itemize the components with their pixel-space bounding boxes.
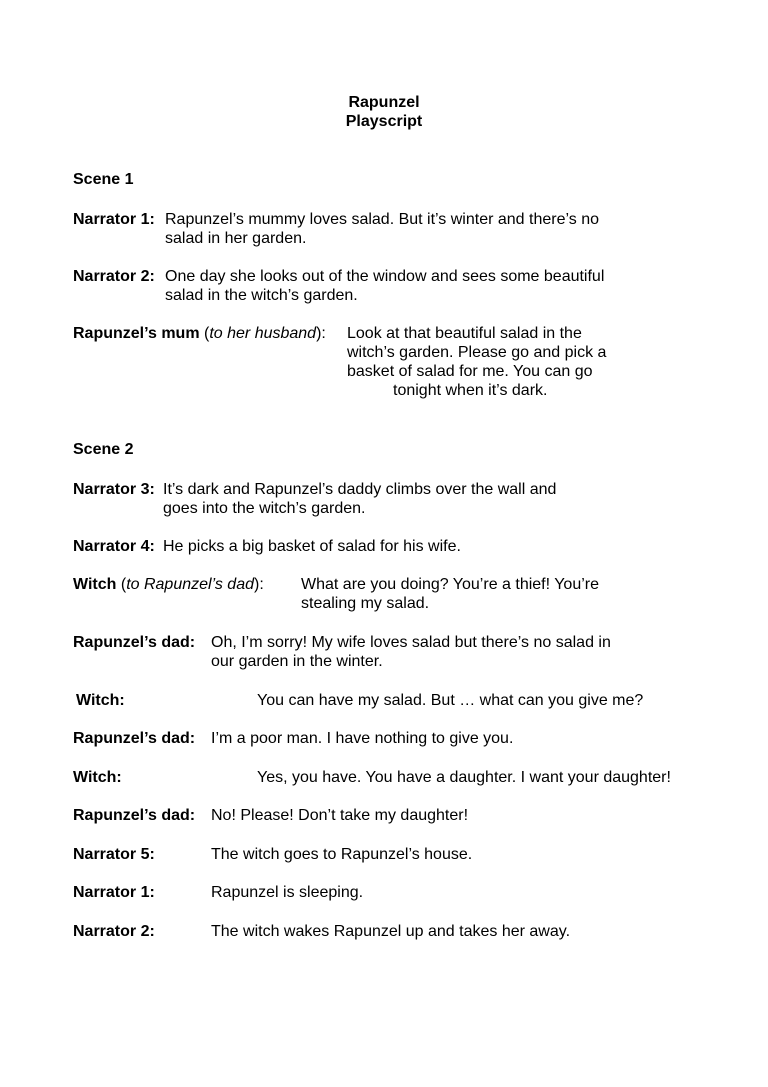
dialogue-text: You can have my salad. But … what can you give me?	[257, 692, 644, 709]
dialogue-text: Rapunzel’s mummy loves salad. But it’s winter and there’s no	[165, 211, 599, 228]
speaker-label: Rapunzel’s dad:	[73, 634, 196, 651]
dialogue-text: No! Please! Don’t take my daughter!	[211, 807, 469, 824]
scene-2-heading: Scene 2	[73, 441, 134, 458]
dialogue-text: What are you doing? You’re a thief! You’re	[301, 576, 599, 593]
dialogue-text: salad in the witch’s garden.	[165, 287, 358, 304]
speaker-label: Witch:	[73, 769, 122, 786]
speaker-label: Rapunzel’s dad:	[73, 730, 196, 747]
speaker-label: Narrator 1:	[73, 211, 155, 228]
speaker-label: Witch	[73, 576, 117, 593]
dialogue-text: basket of salad for me. You can go	[347, 363, 593, 380]
dialogue-text: I’m a poor man. I have nothing to give you.	[211, 730, 514, 747]
dialogue-text: stealing my salad.	[301, 595, 430, 612]
speaker-label: Rapunzel’s dad:	[73, 807, 196, 824]
dialogue-text: The witch goes to Rapunzel’s house.	[211, 846, 473, 863]
dialogue-text: our garden in the winter.	[211, 653, 383, 670]
document-title: Rapunzel	[348, 94, 420, 111]
speaker-label: Rapunzel’s mum	[73, 325, 200, 342]
dialogue-text: Rapunzel is sleeping.	[211, 884, 364, 901]
dialogue-text: One day she looks out of the window and sees some beautiful	[165, 268, 605, 285]
speaker-label: Narrator 2:	[73, 923, 155, 940]
dialogue-text: goes into the witch’s garden.	[163, 500, 366, 517]
speaker-label: Narrator 5:	[73, 846, 155, 863]
speaker-label: Witch:	[76, 692, 125, 709]
dialogue-text: Oh, I’m sorry! My wife loves salad but there’s no salad in	[211, 634, 611, 651]
stage-direction: to Rapunzel’s dad	[126, 576, 254, 593]
dialogue-text: It’s dark and Rapunzel’s daddy climbs over the wall and	[163, 481, 557, 498]
document-subtitle: Playscript	[345, 113, 423, 130]
speaker-with-direction: Witch (to Rapunzel’s dad):	[73, 576, 264, 593]
dialogue-text: The witch wakes Rapunzel up and takes her away.	[211, 923, 571, 940]
scene-1-heading: Scene 1	[73, 171, 134, 188]
dialogue-text: He picks a big basket of salad for his wife.	[163, 538, 461, 555]
speaker-label: Narrator 4:	[73, 538, 155, 555]
speaker-label: Narrator 2:	[73, 268, 155, 285]
speaker-with-direction: Rapunzel’s mum (to her husband):	[73, 325, 326, 342]
dialogue-text: tonight when it’s dark.	[393, 382, 548, 399]
dialogue-text: witch’s garden. Please go and pick a	[347, 344, 607, 361]
dialogue-text: Look at that beautiful salad in the	[347, 325, 582, 342]
dialogue-text: salad in her garden.	[165, 230, 307, 247]
dialogue-text: Yes, you have. You have a daughter. I want your daughter!	[257, 769, 671, 786]
stage-direction: to her husband	[209, 325, 317, 342]
speaker-label: Narrator 3:	[73, 481, 155, 498]
speaker-label: Narrator 1:	[73, 884, 155, 901]
